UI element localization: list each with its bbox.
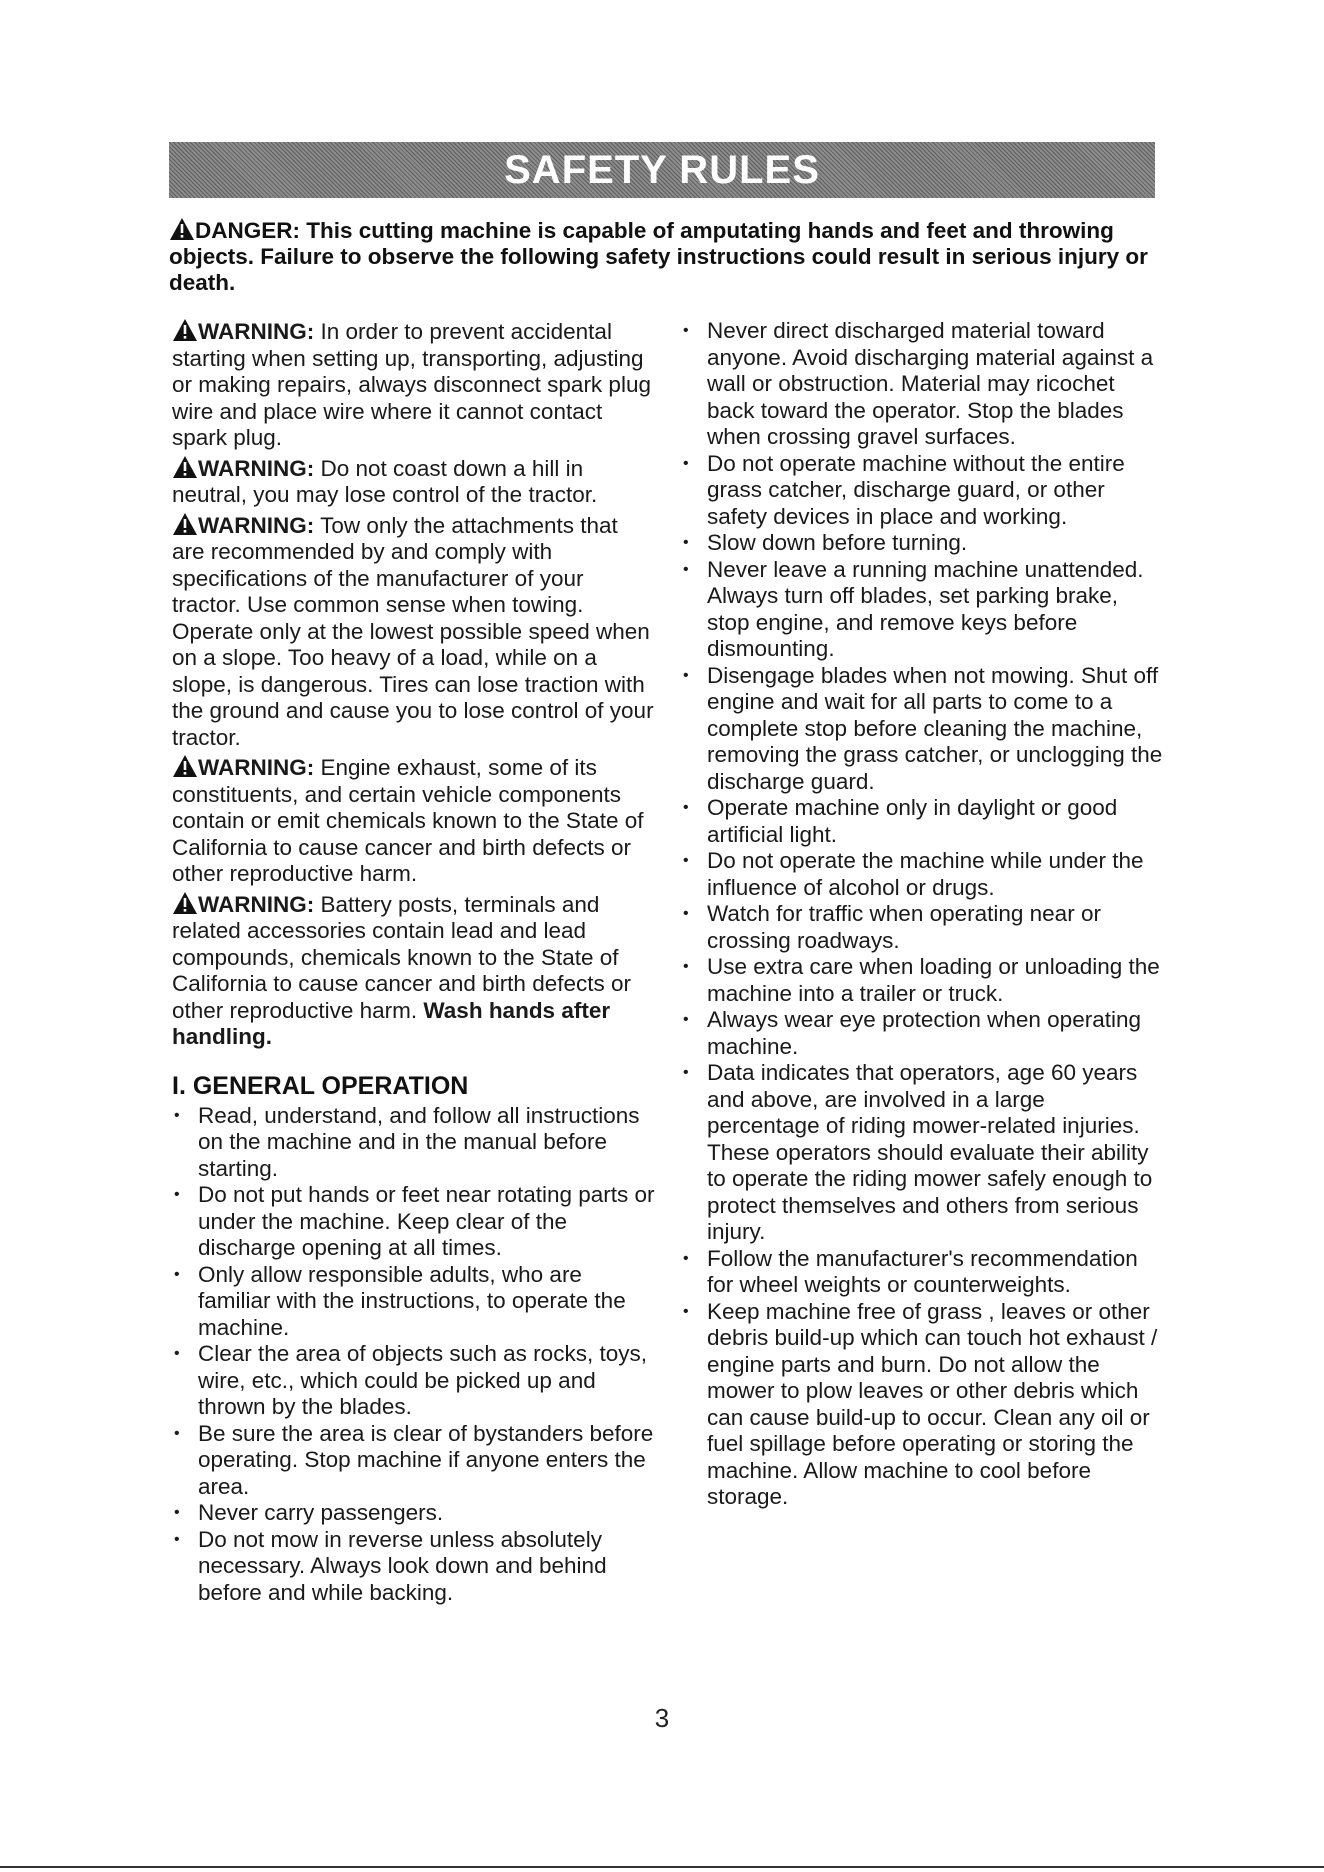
- list-item: • Data indicates that operators, age 60 years and above, are involved in a large percentage of riding mower-related injuries. These operators should evaluate their ability to operate the riding mower safely enough to protect themselves and others from serious injury.: [681, 1060, 1163, 1246]
- warning-text: Tow only the attachments that are recommended by and comply with specifications of the manufacturer of your tractor. Use common sense when towing. Operate only at the lowest possible speed when on a slope. Too heavy of a load, while on a slope, is dangerous. Tires can lose traction with the ground and cause you to lose control of your tractor.: [172, 512, 654, 750]
- list-item: • Always wear eye protection when operating machine.: [681, 1007, 1163, 1060]
- list-item: • Do not operate machine without the entire grass catcher, discharge guard, or other safety devices in place and working.: [681, 451, 1163, 531]
- warning-label: WARNING:: [198, 755, 315, 780]
- warning-block: [172, 512, 656, 752]
- warning-block: [172, 455, 656, 509]
- danger-label: DANGER:: [195, 218, 300, 243]
- list-item: • Use extra care when loading or unloading the machine into a trailer or truck.: [681, 954, 1163, 1007]
- page-number: 3: [654, 1703, 670, 1733]
- warning-text: Engine exhaust, some of its constituents, and certain vehicle components contain or emit chemicals known to the State of California to cause cancer and birth defects or other reproductive harm.: [172, 755, 644, 886]
- warning-triangle-icon: [172, 318, 198, 342]
- warning-block: [172, 318, 656, 452]
- warning-label: WARNING:: [198, 455, 315, 481]
- title-banner: [169, 142, 1155, 198]
- warning-label: WARNING:: [198, 512, 315, 538]
- danger-text: This cutting machine is capable of amputating hands and feet and throwing objects. Failure to observe the following safety instructions could result in serious injury or death.: [169, 218, 1148, 295]
- list-item: • Never leave a running machine unattended. Always turn off blades, set parking brake, stop engine, and remove keys before dismounting.: [681, 557, 1163, 663]
- list-item: • Keep machine free of grass , leaves or other debris build-up which can touch hot exhaust / engine parts and burn. Do not allow the mower to plow leaves or other debris which can cause build-up to occur. Clean any oil or fuel spillage before operating or storing the machine. Allow machine to cool before storage.: [681, 1299, 1163, 1511]
- warning-block: [172, 754, 656, 888]
- warning-triangle-icon: [172, 754, 198, 778]
- list-item: • Disengage blades when not mowing. Shut off engine and wait for all parts to come to a complete stop before cleaning the machine, removing the grass catcher, or unclogging the discharge guard.: [681, 663, 1163, 796]
- warning-block: [172, 891, 656, 1051]
- list-item: • Only allow responsible adults, who are familiar with the instructions, to operate the machine.: [172, 1262, 656, 1342]
- warning-text: Battery posts, terminals and related accessories contain lead and lead compounds, chemicals known to the State of California to cause cancer and birth defects or other reproductive harm.: [172, 891, 631, 1023]
- list-item: • Do not operate the machine while under the influence of alcohol or drugs.: [681, 848, 1163, 901]
- list-item: • Never direct discharged material toward anyone. Avoid discharging material against a wall or obstruction. Material may ricochet back toward the operator. Stop the blades when crossing gravel surfaces.: [681, 318, 1163, 451]
- warning-triangle-icon: [172, 891, 198, 915]
- list-item: • Follow the manufacturer's recommendation for wheel weights or counterweights.: [681, 1246, 1163, 1299]
- list-item: • Do not put hands or feet near rotating parts or under the machine. Keep clear of the discharge opening at all times.: [172, 1182, 656, 1262]
- warning-label: WARNING:: [198, 319, 315, 344]
- right-column: [681, 318, 1163, 1511]
- bottom-rule: [0, 1866, 1324, 1868]
- danger-notice: [169, 217, 1155, 296]
- list-item: • Clear the area of objects such as rocks, toys, wire, etc., which could be picked up and thrown by the blades.: [172, 1341, 656, 1421]
- general-operation-list: [172, 1103, 656, 1607]
- list-item: • Slow down before turning.: [681, 530, 1163, 557]
- list-item: • Never carry passengers.: [172, 1500, 656, 1527]
- warning-triangle-icon: [172, 512, 198, 536]
- warning-triangle-icon: [172, 455, 198, 479]
- page-title: SAFETY RULES: [504, 148, 820, 192]
- list-item: • Operate machine only in daylight or good artificial light.: [681, 795, 1163, 848]
- list-item: • Do not mow in reverse unless absolutely necessary. Always look down and behind before and while backing.: [172, 1527, 656, 1607]
- list-item: • Be sure the area is clear of bystanders before operating. Stop machine if anyone enters the area.: [172, 1421, 656, 1501]
- list-item: • Read, understand, and follow all instructions on the machine and in the manual before starting.: [172, 1103, 656, 1183]
- left-column: [172, 318, 656, 1606]
- warning-triangle-icon: [169, 217, 195, 241]
- warning-label: WARNING:: [198, 891, 315, 917]
- warning-text: In order to prevent accidental starting when setting up, transporting, adjusting or making repairs, always disconnect spark plug wire and place wire where it cannot contact spark plug.: [172, 319, 651, 450]
- list-item: • Watch for traffic when operating near or crossing roadways.: [681, 901, 1163, 954]
- section-title-general-operation: I. GENERAL OPERATION: [172, 1071, 469, 1100]
- wash-hands-notice: Wash hands after handling.: [172, 997, 611, 1049]
- safety-rules-list: [681, 318, 1163, 1511]
- warning-text: Do not coast down a hill in neutral, you may lose control of the tractor.: [172, 455, 598, 507]
